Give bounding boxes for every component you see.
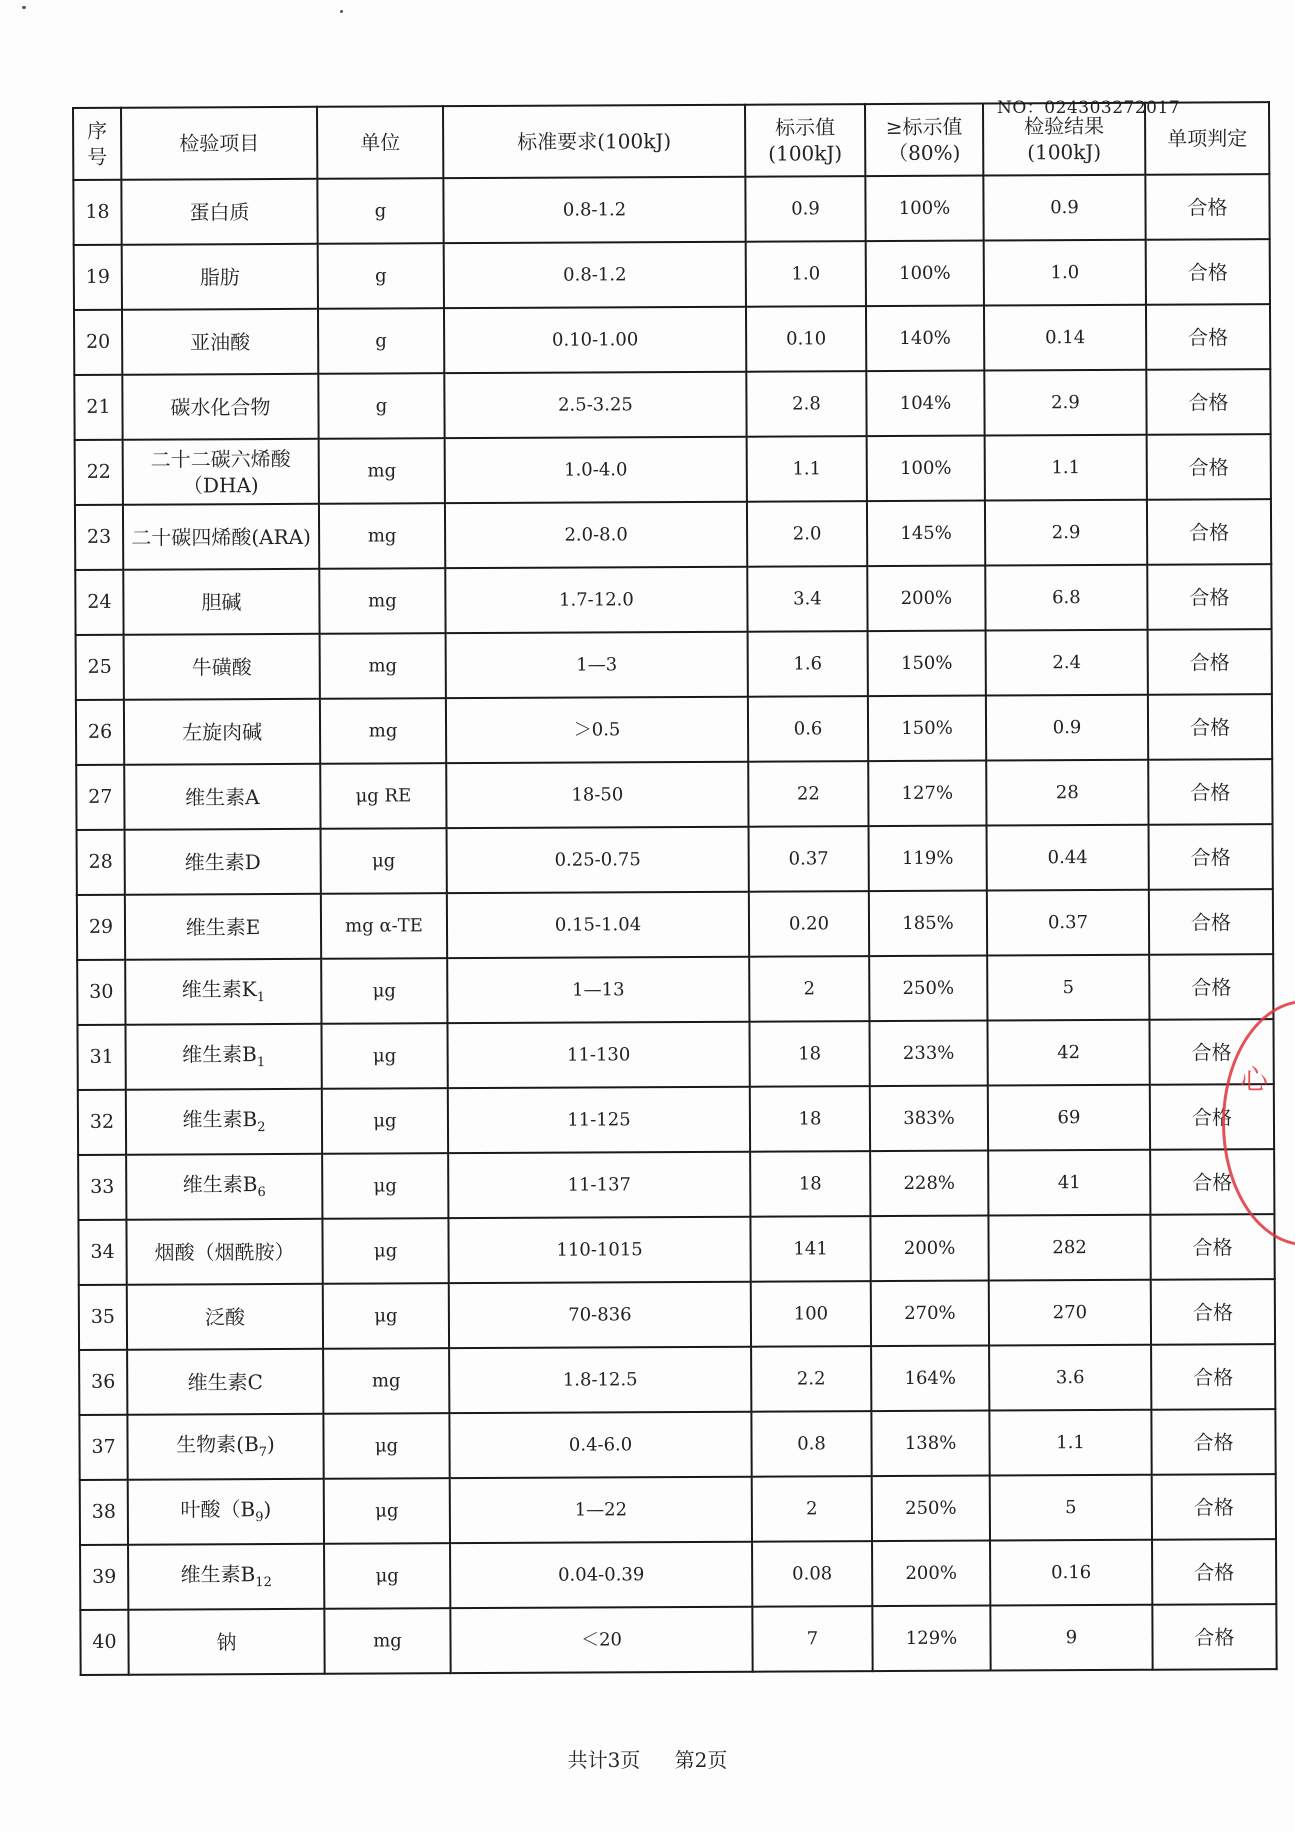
cell-standard: 0.8-1.2 — [443, 177, 745, 243]
item-name: 维生素D — [184, 849, 261, 874]
cell-standard: 1—22 — [450, 1477, 752, 1543]
item-name: 生物素(B — [176, 1432, 259, 1457]
cell-unit: μg — [321, 1023, 447, 1089]
cell-result: 0.16 — [990, 1540, 1152, 1606]
table-row — [75, 434, 1271, 505]
cell-item — [127, 1414, 323, 1480]
cell-result: 6.8 — [985, 565, 1147, 631]
cell-verdict: 合格 — [1147, 499, 1271, 565]
table-row — [78, 1214, 1274, 1285]
cell-unit: mg — [324, 1608, 450, 1674]
header-col-percent: ≥标示值 （80%) — [865, 104, 983, 177]
cell-percent: 250% — [872, 1476, 990, 1542]
cell-no: 33 — [78, 1155, 126, 1220]
cell-percent: 100% — [866, 241, 984, 307]
cell-item — [128, 1544, 324, 1610]
item-subscript: 2 — [257, 1120, 266, 1136]
item-name: 维生素B — [180, 1562, 256, 1587]
cell-standard: 11-130 — [447, 1022, 749, 1088]
cell-percent: 150% — [868, 696, 986, 762]
cell-percent: 270% — [871, 1281, 989, 1347]
cell-unit: μg RE — [320, 763, 446, 829]
cell-unit: μg — [322, 1088, 448, 1154]
cell-no: 26 — [76, 700, 124, 765]
cell-unit: g — [318, 373, 444, 439]
cell-result: 282 — [988, 1215, 1150, 1281]
table-row — [75, 564, 1271, 635]
cell-item — [126, 1219, 322, 1285]
cell-verdict: 合格 — [1146, 239, 1270, 305]
cell-verdict: 合格 — [1149, 1019, 1273, 1085]
cell-no: 24 — [75, 570, 123, 635]
table-row — [77, 954, 1273, 1025]
cell-standard: 0.25-0.75 — [447, 827, 749, 893]
header-col-standard: 标准要求(100kJ) — [443, 105, 745, 178]
item-name: 二十二碳六烯酸 （DHA) — [150, 446, 291, 497]
header-col-verdict: 单项判定 — [1145, 102, 1269, 175]
cell-no: 19 — [74, 245, 122, 310]
cell-no: 20 — [74, 310, 122, 375]
cell-label-value: 2.0 — [747, 501, 867, 567]
cell-percent: 104% — [866, 371, 984, 437]
cell-verdict: 合格 — [1148, 694, 1272, 760]
cell-verdict: 合格 — [1151, 1409, 1275, 1475]
cell-verdict: 合格 — [1150, 1149, 1274, 1215]
cell-no: 25 — [76, 635, 124, 700]
cell-verdict: 合格 — [1146, 369, 1270, 435]
cell-unit: μg — [324, 1478, 450, 1544]
cell-item — [126, 1089, 322, 1155]
cell-verdict: 合格 — [1150, 1214, 1274, 1280]
cell-standard: 2.5-3.25 — [444, 372, 746, 438]
cell-percent: 200% — [867, 566, 985, 632]
cell-label-value: 18 — [750, 1086, 870, 1152]
item-name: 碳水化合物 — [170, 394, 271, 420]
table-row — [74, 304, 1270, 375]
seal-text: 心 — [1240, 1063, 1269, 1096]
table-row — [77, 824, 1273, 895]
scan-speck — [340, 10, 343, 13]
cell-result: 1.0 — [984, 240, 1146, 306]
table-row — [79, 1344, 1275, 1415]
cell-percent: 100% — [867, 436, 985, 502]
cell-no: 37 — [79, 1415, 127, 1480]
table-row — [77, 1019, 1273, 1090]
cell-no: 38 — [80, 1480, 128, 1545]
cell-verdict: 合格 — [1145, 174, 1269, 240]
cell-unit: g — [317, 178, 443, 244]
cell-standard: 0.8-1.2 — [444, 242, 746, 308]
table-row — [77, 889, 1273, 960]
cell-result: 9 — [990, 1605, 1152, 1671]
item-name: 牛磺酸 — [191, 654, 252, 679]
item-name: 维生素B — [182, 1172, 258, 1197]
cell-label-value: 0.6 — [748, 696, 868, 762]
cell-verdict: 合格 — [1152, 1604, 1276, 1670]
cell-label-value: 0.20 — [749, 891, 869, 957]
cell-unit: μg — [322, 1218, 448, 1284]
cell-verdict: 合格 — [1151, 1344, 1275, 1410]
cell-unit: mg — [320, 633, 446, 699]
cell-standard: 70-836 — [449, 1282, 751, 1348]
cell-verdict: 合格 — [1148, 759, 1272, 825]
cell-result: 3.6 — [989, 1345, 1151, 1411]
table-row — [80, 1539, 1276, 1610]
table-row — [74, 369, 1270, 440]
cell-percent: 150% — [868, 631, 986, 697]
cell-item — [122, 309, 318, 375]
item-name: 维生素A — [185, 784, 260, 809]
cell-no: 30 — [77, 960, 125, 1025]
item-name: 烟酸（烟酰胺） — [154, 1239, 295, 1265]
item-name: 脂肪 — [199, 264, 240, 289]
cell-standard: 1.7-12.0 — [445, 567, 747, 633]
table-row — [74, 239, 1270, 310]
cell-standard: 2.0-8.0 — [445, 502, 747, 568]
cell-result: 0.44 — [987, 825, 1149, 891]
cell-item — [125, 1024, 321, 1090]
item-subscript: 1 — [256, 990, 266, 1006]
cell-item — [125, 894, 321, 960]
cell-standard: 1—13 — [447, 957, 749, 1023]
item-name: 二十碳四烯酸(ARA) — [131, 524, 311, 550]
cell-verdict: 合格 — [1147, 564, 1271, 630]
cell-no: 18 — [73, 180, 121, 245]
cell-percent: 383% — [870, 1086, 988, 1152]
item-name: 维生素C — [187, 1369, 263, 1394]
item-subscript: 9 — [255, 1510, 264, 1526]
page-footer — [0, 1744, 1295, 1773]
header-col-label-value: 标示值 (100kJ) — [745, 104, 865, 177]
cell-item — [123, 504, 319, 570]
cell-item — [123, 569, 319, 635]
item-name: 亚油酸 — [190, 329, 251, 354]
cell-label-value: 1.6 — [748, 631, 868, 697]
header-col-result: 检验结果 (100kJ) — [983, 103, 1145, 176]
cell-label-value: 3.4 — [747, 566, 867, 632]
cell-result: 0.37 — [987, 890, 1149, 956]
item-name: 蛋白质 — [189, 199, 250, 224]
table-body — [73, 174, 1276, 1675]
cell-result: 2.9 — [985, 500, 1147, 566]
cell-standard: 1.8-12.5 — [449, 1347, 751, 1413]
table-row — [79, 1279, 1275, 1350]
table-row — [79, 1409, 1275, 1480]
cell-percent: 200% — [870, 1216, 988, 1282]
cell-no: 31 — [77, 1025, 125, 1090]
cell-result: 1.1 — [989, 1410, 1151, 1476]
cell-item — [125, 829, 321, 895]
cell-label-value: 22 — [748, 761, 868, 827]
table-row — [80, 1604, 1276, 1675]
item-name: 维生素B — [182, 1042, 257, 1067]
cell-standard: 1.0-4.0 — [445, 437, 747, 503]
cell-result: 2.4 — [986, 630, 1148, 696]
item-name: 左旋肉碱 — [181, 719, 263, 744]
cell-standard: 11-137 — [448, 1152, 750, 1218]
cell-standard: 110-1015 — [448, 1217, 750, 1283]
cell-no: 22 — [75, 440, 123, 505]
cell-result: 28 — [986, 760, 1148, 826]
cell-item — [124, 699, 320, 765]
cell-item — [122, 374, 318, 440]
cell-unit: μg — [322, 1153, 448, 1219]
item-name: 叶酸（B — [180, 1497, 256, 1522]
cell-item — [127, 1349, 323, 1415]
cell-verdict: 合格 — [1151, 1279, 1275, 1345]
cell-item — [124, 764, 320, 830]
item-tail: ) — [263, 1497, 272, 1522]
cell-verdict: 合格 — [1149, 954, 1273, 1020]
header-col-item: 检验项目 — [121, 107, 317, 180]
table-row — [78, 1149, 1274, 1220]
table-row — [73, 174, 1269, 245]
cell-label-value: 2.8 — [746, 371, 866, 437]
cell-verdict: 合格 — [1146, 304, 1270, 370]
cell-verdict: 合格 — [1149, 889, 1273, 955]
cell-unit: mg — [319, 438, 445, 504]
cell-no: 39 — [80, 1545, 128, 1610]
cell-label-value: 0.8 — [751, 1411, 871, 1477]
page-current: 第2页 — [674, 1748, 728, 1772]
cell-result: 0.9 — [986, 695, 1148, 761]
cell-verdict: 合格 — [1147, 434, 1271, 500]
cell-result: 2.9 — [984, 370, 1146, 436]
cell-item — [124, 634, 320, 700]
cell-standard: 1—3 — [446, 632, 748, 698]
cell-result: 42 — [987, 1020, 1149, 1086]
cell-label-value: 0.08 — [752, 1541, 872, 1607]
table-header-row — [73, 102, 1269, 180]
item-name: 胆碱 — [201, 589, 242, 614]
cell-unit: μg — [321, 958, 447, 1024]
item-subscript: 12 — [255, 1575, 272, 1591]
item-name: 钠 — [216, 1629, 237, 1654]
cell-result: 5 — [987, 955, 1149, 1021]
cell-item — [121, 179, 317, 245]
cell-label-value: 7 — [752, 1606, 872, 1672]
cell-no: 23 — [75, 505, 123, 570]
cell-label-value: 0.9 — [745, 176, 865, 242]
cell-label-value: 2 — [749, 956, 869, 1022]
cell-item — [128, 1479, 324, 1545]
cell-label-value: 1.1 — [747, 436, 867, 502]
cell-item — [125, 959, 321, 1025]
cell-label-value: 141 — [750, 1216, 870, 1282]
cell-no: 28 — [77, 830, 125, 895]
cell-percent: 119% — [869, 826, 987, 892]
table-row — [80, 1474, 1276, 1545]
item-tail: ) — [266, 1432, 275, 1457]
cell-label-value: 18 — [749, 1021, 869, 1087]
cell-unit: mg α-TE — [321, 893, 447, 959]
cell-percent: 164% — [871, 1346, 989, 1412]
cell-standard: 0.10-1.00 — [444, 307, 746, 373]
cell-percent: 140% — [866, 306, 984, 372]
cell-no: 32 — [78, 1090, 126, 1155]
cell-item — [126, 1154, 322, 1220]
cell-verdict: 合格 — [1152, 1539, 1276, 1605]
cell-label-value: 2 — [752, 1476, 872, 1542]
inspection-table — [72, 101, 1278, 1676]
cell-item — [128, 1609, 324, 1675]
cell-result: 41 — [988, 1150, 1150, 1216]
table-row — [76, 629, 1272, 700]
cell-item — [127, 1284, 323, 1350]
cell-no: 35 — [79, 1285, 127, 1350]
item-name: 泛酸 — [204, 1304, 245, 1329]
cell-label-value: 1.0 — [746, 241, 866, 307]
cell-no: 34 — [78, 1220, 126, 1285]
cell-result: 0.14 — [984, 305, 1146, 371]
item-subscript: 6 — [257, 1185, 266, 1201]
cell-standard: 0.04-0.39 — [450, 1542, 752, 1608]
page-total: 共计3页 — [567, 1748, 641, 1772]
cell-result: 0.9 — [983, 175, 1145, 241]
cell-standard: 11-125 — [448, 1087, 750, 1153]
cell-no: 36 — [79, 1350, 127, 1415]
cell-standard: 0.15-1.04 — [447, 892, 749, 958]
cell-label-value: 0.10 — [746, 306, 866, 372]
item-name: 维生素B — [182, 1107, 258, 1132]
item-name: 维生素K — [181, 977, 257, 1002]
cell-unit: mg — [319, 568, 445, 634]
item-subscript: 7 — [258, 1445, 268, 1461]
cell-verdict: 合格 — [1148, 629, 1272, 695]
table-row — [75, 499, 1271, 570]
cell-standard: ＜20 — [450, 1607, 752, 1673]
table-row — [76, 694, 1272, 765]
cell-label-value: 0.37 — [749, 826, 869, 892]
cell-result: 270 — [989, 1280, 1151, 1346]
report-number: NO：024303272017 — [997, 98, 1181, 118]
cell-label-value: 100 — [751, 1281, 871, 1347]
cell-unit: g — [318, 243, 444, 309]
cell-unit: mg — [323, 1348, 449, 1414]
table-row — [76, 759, 1272, 830]
scan-speck — [22, 6, 26, 9]
cell-percent: 138% — [871, 1411, 989, 1477]
cell-verdict: 合格 — [1150, 1084, 1274, 1150]
cell-label-value: 18 — [750, 1151, 870, 1217]
header-col-no: 序号 — [73, 108, 121, 180]
cell-unit: μg — [324, 1543, 450, 1609]
cell-percent: 100% — [865, 176, 983, 242]
cell-result: 69 — [988, 1085, 1150, 1151]
cell-unit: mg — [319, 503, 445, 569]
cell-no: 40 — [80, 1610, 128, 1675]
cell-unit: μg — [323, 1283, 449, 1349]
cell-verdict: 合格 — [1152, 1474, 1276, 1540]
cell-item — [122, 244, 318, 310]
cell-percent: 185% — [869, 891, 987, 957]
cell-standard: 0.4-6.0 — [449, 1412, 751, 1478]
cell-unit: mg — [320, 698, 446, 764]
cell-verdict: 合格 — [1149, 824, 1273, 890]
cell-item — [123, 439, 319, 505]
table-row — [78, 1084, 1274, 1155]
cell-percent: 233% — [869, 1021, 987, 1087]
item-subscript: 1 — [256, 1055, 266, 1071]
cell-no: 21 — [74, 375, 122, 440]
item-name: 维生素E — [185, 914, 261, 939]
cell-percent: 127% — [868, 761, 986, 827]
cell-standard: 18-50 — [446, 762, 748, 828]
cell-percent: 200% — [872, 1541, 990, 1607]
cell-unit: μg — [323, 1413, 449, 1479]
cell-result: 1.1 — [985, 435, 1147, 501]
cell-unit: g — [318, 308, 444, 374]
cell-result: 5 — [990, 1475, 1152, 1541]
cell-no: 29 — [77, 895, 125, 960]
cell-standard: ＞0.5 — [446, 697, 748, 763]
cell-percent: 145% — [867, 501, 985, 567]
cell-percent: 129% — [872, 1606, 990, 1672]
header-col-unit: 单位 — [317, 106, 443, 179]
cell-percent: 250% — [869, 956, 987, 1022]
cell-percent: 228% — [870, 1151, 988, 1217]
cell-no: 27 — [76, 765, 124, 830]
cell-unit: μg — [321, 828, 447, 894]
cell-label-value: 2.2 — [751, 1346, 871, 1412]
